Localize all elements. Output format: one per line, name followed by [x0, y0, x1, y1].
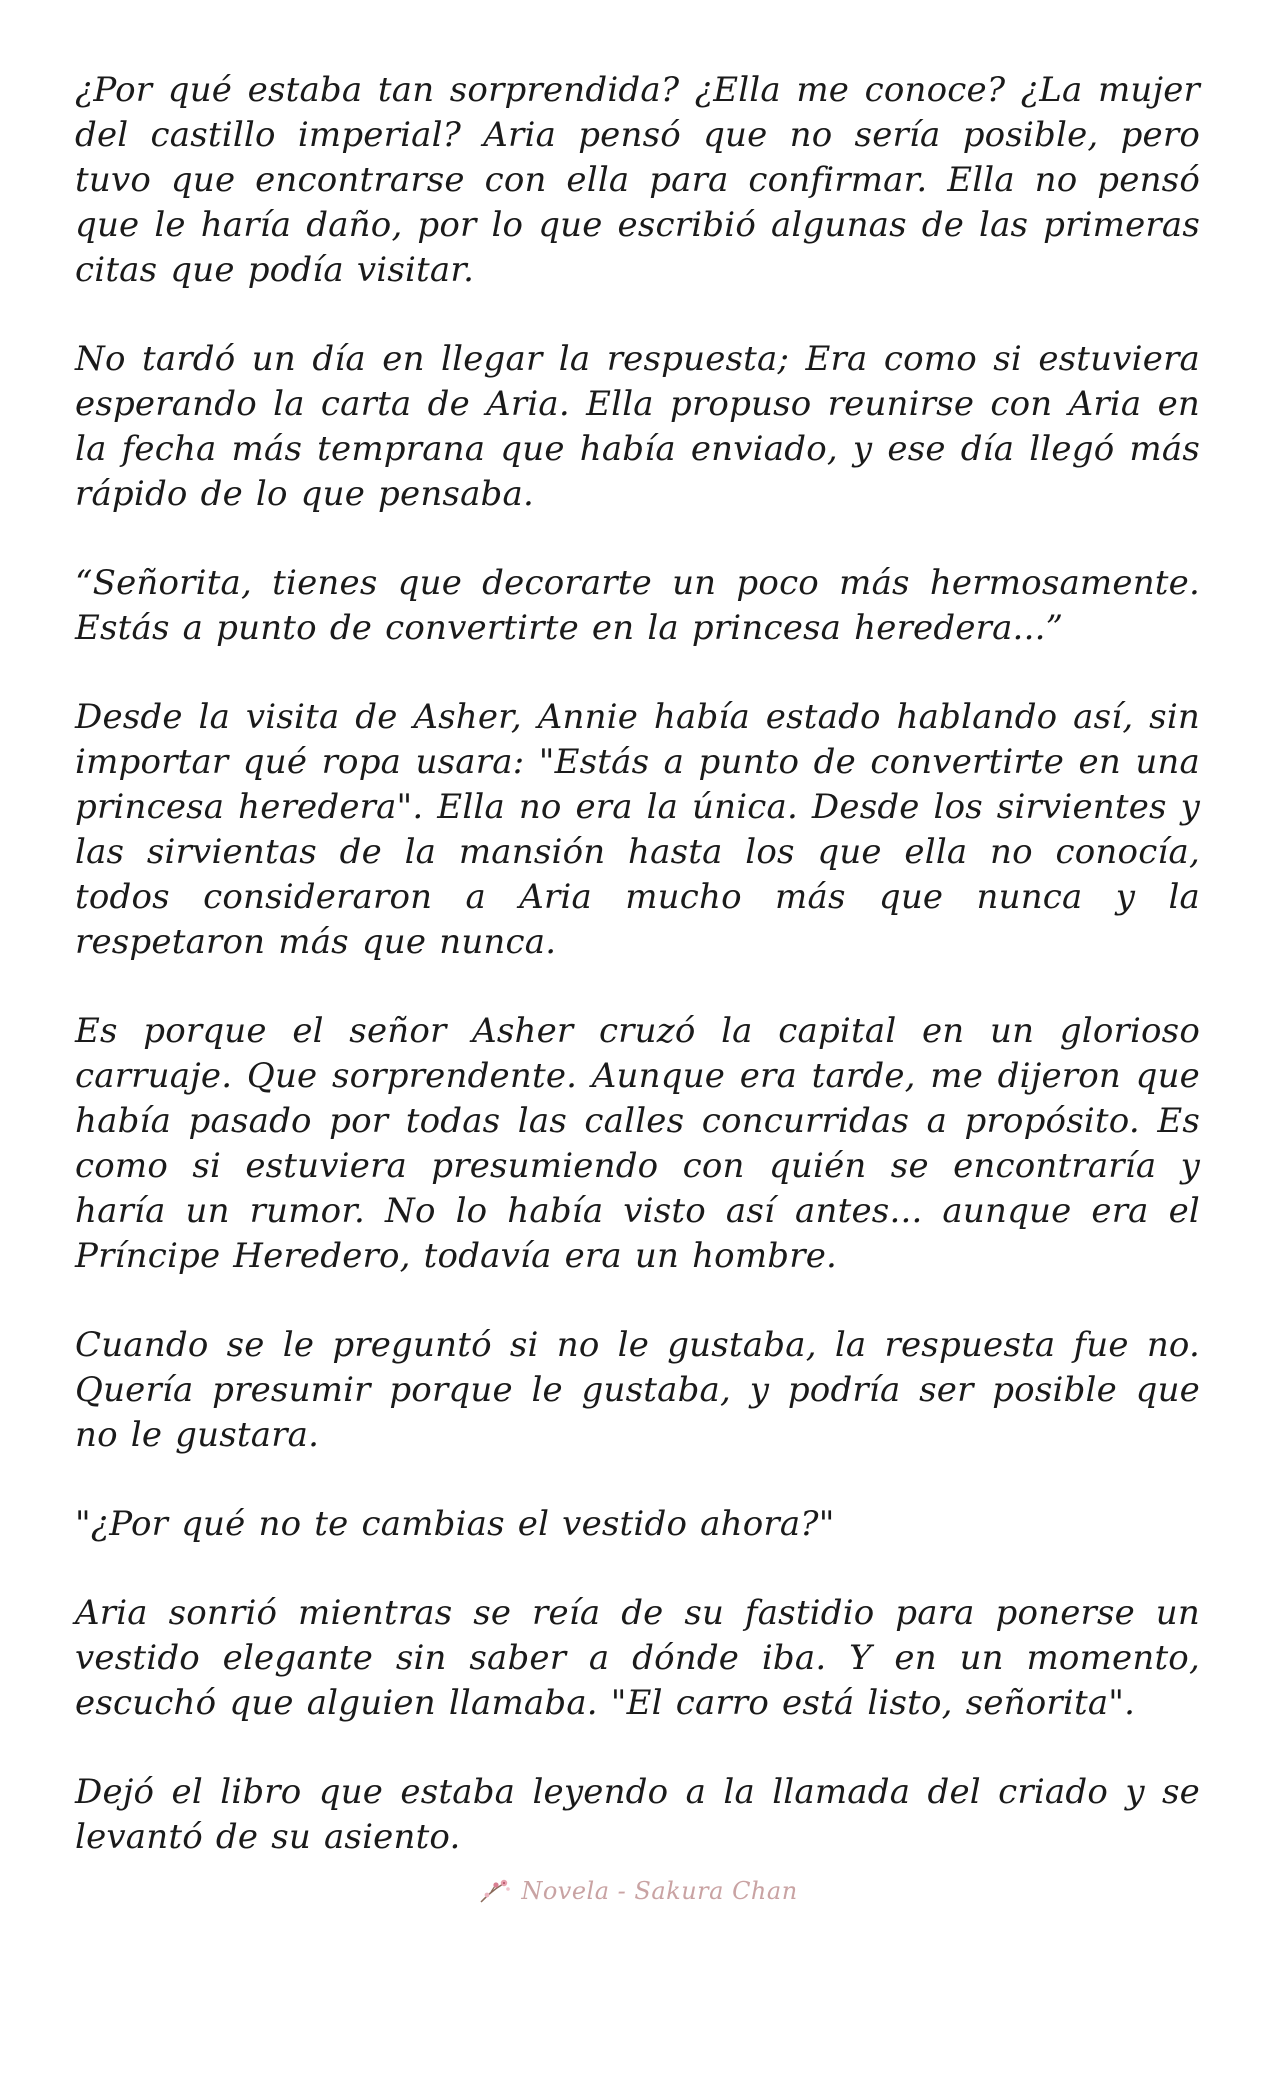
paragraph: “Señorita, tienes que decorarte un poco más hermosamente. Estás a punto de convertirte en la princesa heredera...” — [75, 563, 1200, 648]
paragraph: Desde la visita de Asher, Annie había estado hablando así, sin importar qué ropa usara: "Estás a punto de convertirte en una princesa heredera". Ella no era la única. Desde los sirvientes y las sirvientas de la mansión hasta los que ella no conocía, todos consideraron a Aria mucho más que nunca y la respetaron más que nunca. — [75, 697, 1200, 962]
paragraph: "¿Por qué no te cambias el vestido ahora?" — [75, 1504, 835, 1544]
paragraph: Es porque el señor Asher cruzó la capital en un glorioso carruaje. Que sorprendente. Aunque era tarde, me dijeron que había pasado por todas las calles concurridas a propósito. Es como si estuviera presumiendo con quién se encontraría y haría un rumor. No lo había visto así antes... aunque era el Príncipe Heredero, todavía era un hombre. — [75, 1011, 1200, 1276]
chapter-page — [75, 68, 1200, 1906]
sakura-flower-icon — [477, 1876, 513, 1906]
paragraph: Aria sonrió mientras se reía de su fastidio para ponerse un vestido elegante sin saber a dónde iba. Y en un momento, escuchó que alguien llamaba. "El carro está listo, señorita". — [75, 1593, 1200, 1723]
footer-credit: Novela - Sakura Chan — [521, 1877, 798, 1905]
paragraph: No tardó un día en llegar la respuesta; Era como si estuviera esperando la carta de Aria. Ella propuso reunirse con Aria en la fecha más temprana que había enviado, y ese día llegó más rápido de lo que pensaba. — [75, 339, 1200, 514]
paragraph: Dejó el libro que estaba leyendo a la llamada del criado y se levantó de su asiento. — [75, 1772, 1200, 1857]
paragraph: Cuando se le preguntó si no le gustaba, la respuesta fue no. Quería presumir porque le gustaba, y podría ser posible que no le gustara. — [75, 1325, 1200, 1455]
paragraph: ¿Por qué estaba tan sorprendida? ¿Ella me conoce? ¿La mujer del castillo imperial? Aria pensó que no sería posible, pero tuvo que encontrarse con ella para confirmar. Ella no pensó que le haría daño, por lo que escribió algunas de las primeras citas que podía visitar. — [75, 70, 1200, 290]
footer-watermark — [75, 1876, 1200, 1906]
